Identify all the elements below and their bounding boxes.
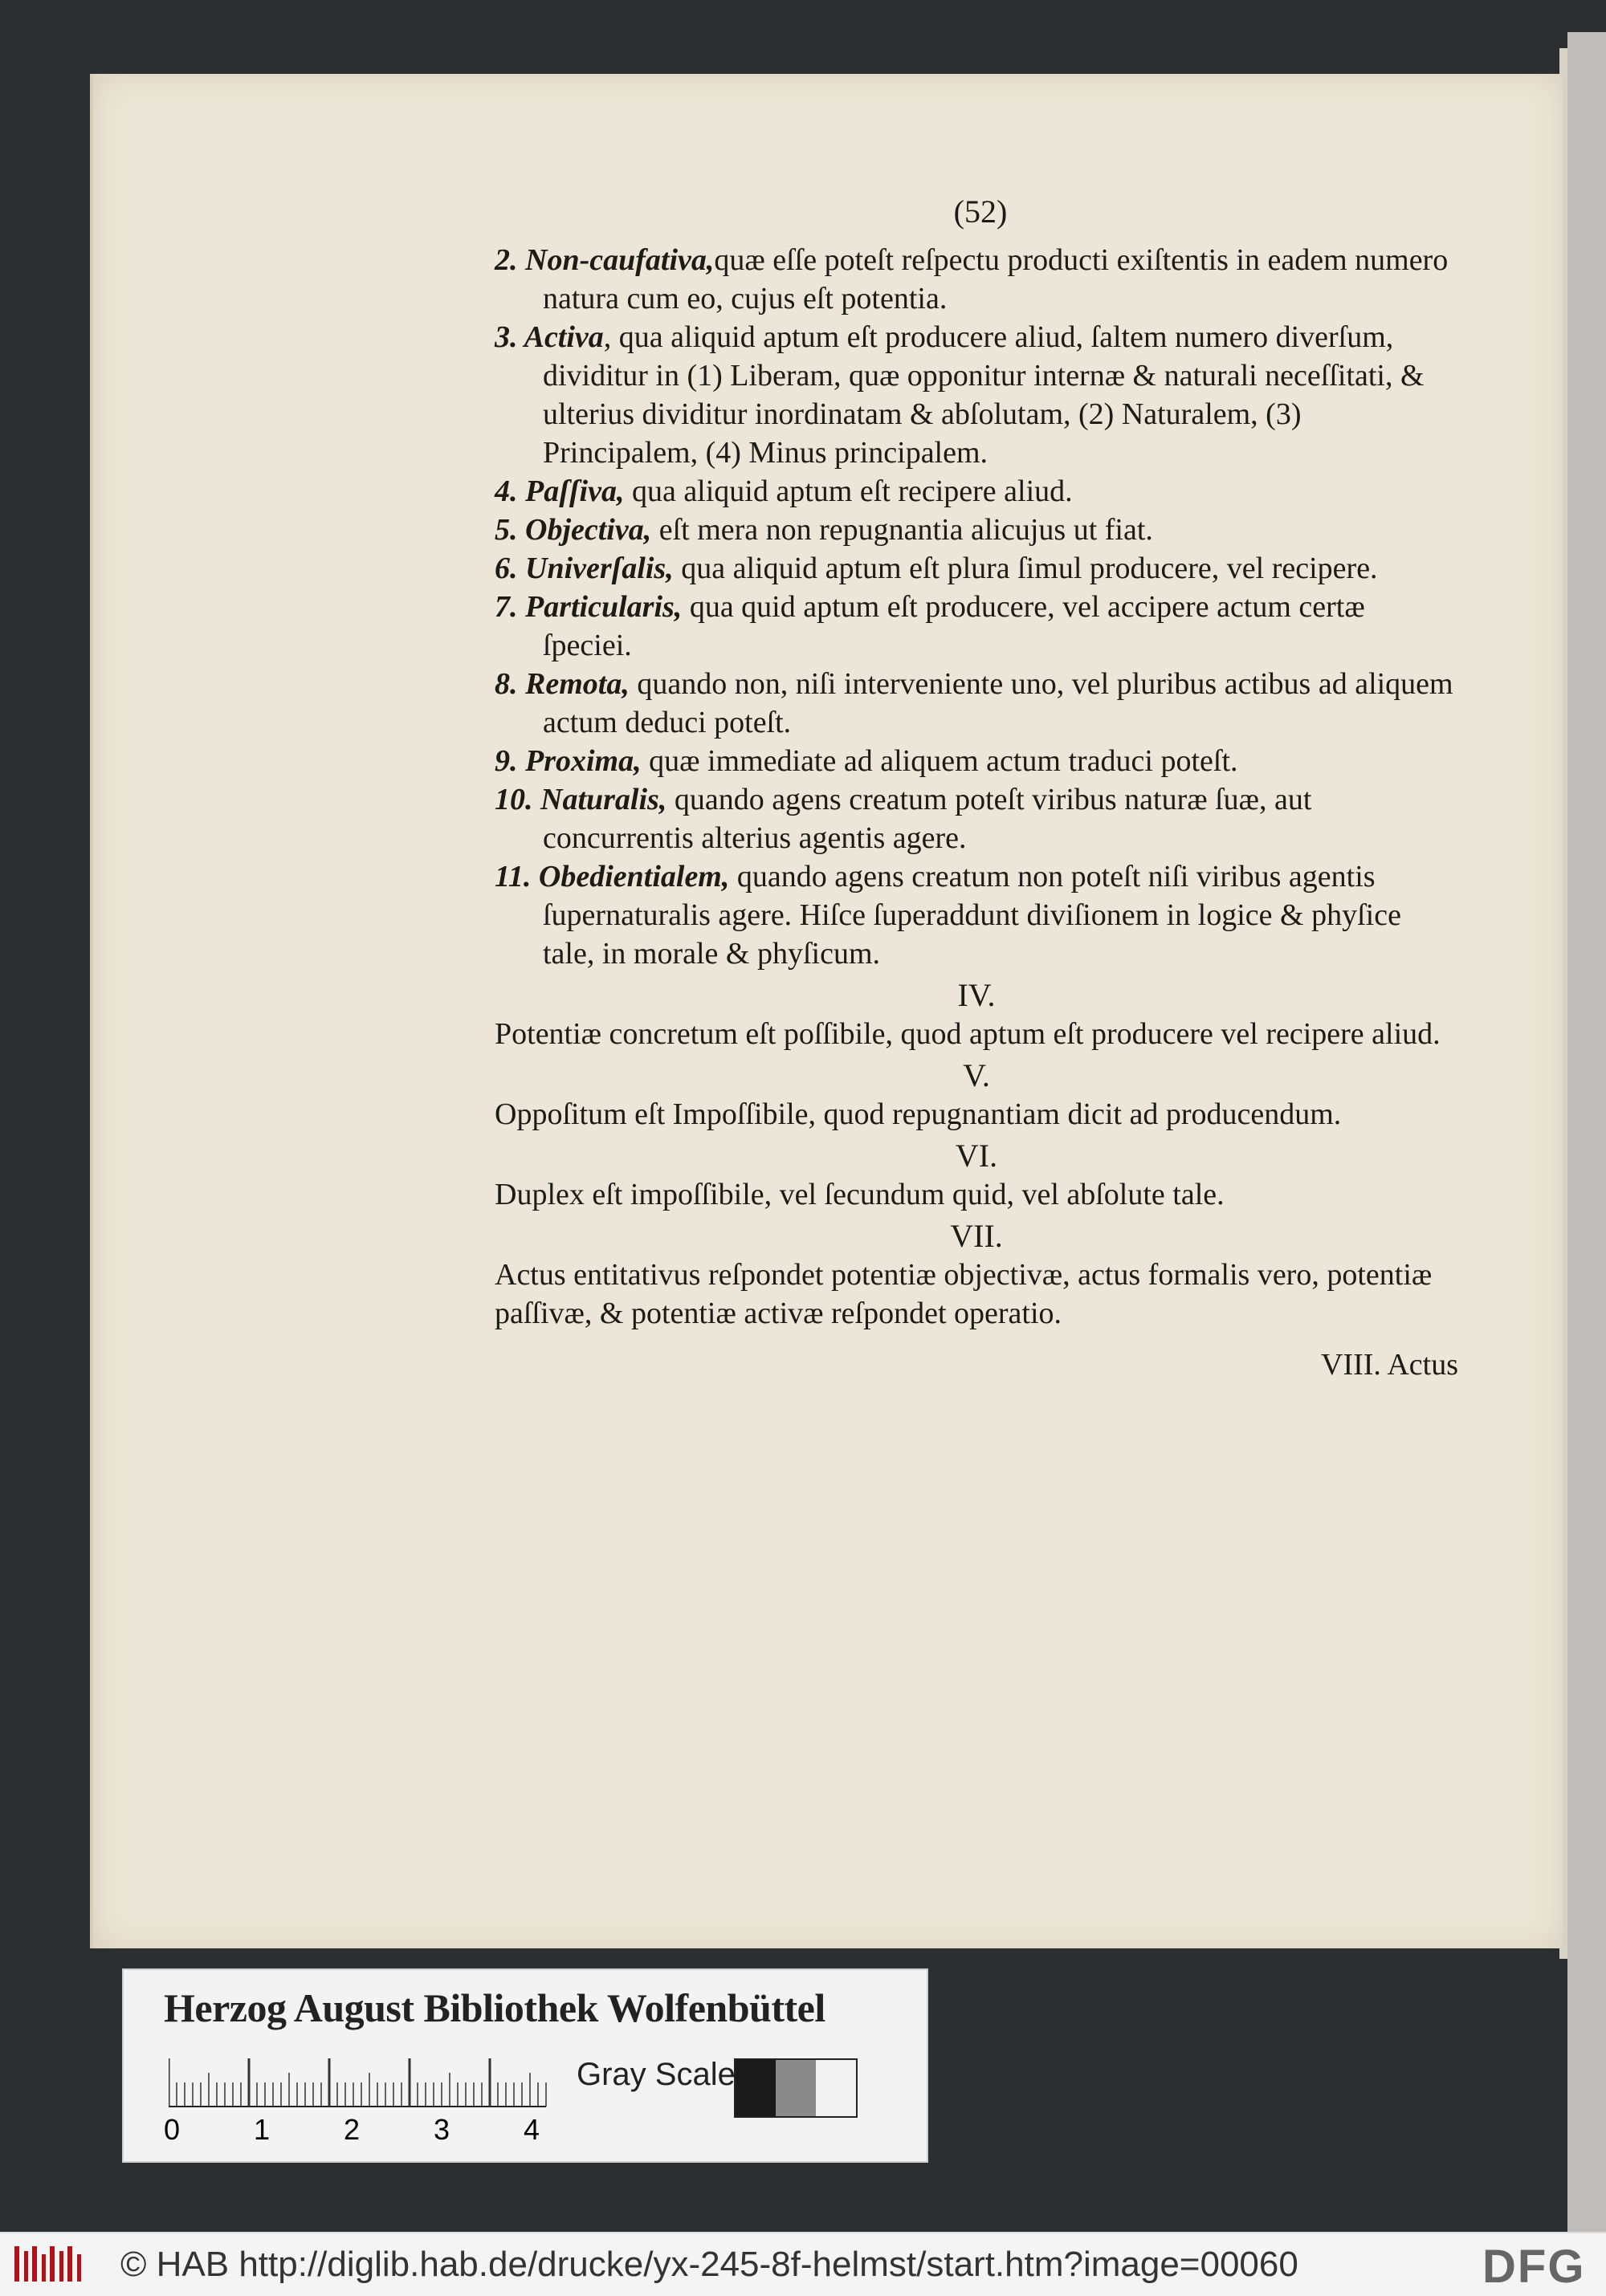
list-item — [495, 588, 1458, 665]
item-term: Proxima, — [525, 744, 642, 778]
item-term: Objectiva, — [525, 513, 652, 547]
item-text: quæ eſſe poteſt reſpectu producti exiſtentis in eadem numero natura cum eo, cujus eſt potentia. — [543, 243, 1449, 315]
item-term: Particularis, — [525, 590, 683, 624]
source-link[interactable]: © HAB http://diglib.hab.de/drucke/yx-245-8f-helmst/start.htm?image=00060 — [120, 2245, 1298, 2284]
section-heading: VII. — [950, 1218, 1003, 1254]
item-term: Obedientialem, — [538, 860, 730, 894]
sections — [495, 976, 1458, 1333]
gray-scale-swatches — [734, 2058, 858, 2118]
section-heading: VI. — [955, 1138, 998, 1174]
item-number: 2. — [495, 243, 525, 277]
ruler-number: 4 — [524, 2113, 540, 2146]
list-item — [495, 549, 1458, 588]
list-item — [495, 780, 1458, 857]
section-heading: IV. — [957, 977, 996, 1013]
ruler-number: 2 — [344, 2113, 361, 2146]
gray-swatch — [816, 2060, 856, 2116]
ruler-number: 0 — [164, 2113, 181, 2146]
measurement-ruler — [169, 2058, 626, 2123]
item-number: 8. — [495, 667, 525, 701]
item-text: qua aliquid aptum eſt plura ſimul producere, vel recipere. — [673, 552, 1378, 585]
gray-scale-label: Gray Scale — [577, 2057, 736, 2092]
enumerated-list — [495, 241, 1458, 973]
list-item — [495, 318, 1458, 472]
list-item — [495, 857, 1458, 973]
page-text — [495, 193, 1458, 1384]
gray-swatch — [776, 2060, 816, 2116]
item-number: 9. — [495, 744, 525, 778]
gray-swatch — [736, 2060, 776, 2116]
item-text: qua aliquid aptum eſt recipere aliud. — [624, 474, 1073, 508]
item-term: Non-caufativa, — [525, 243, 715, 277]
item-text: , qua aliquid aptum eſt producere aliud, ſaltem numero diverſum, dividitur in (1) Liberam, quæ opponitur internæ & naturali neceſſitati, & ulterius dividitur inordinatam & abſolutam, (2) Naturalem, (3) Principalem, (4) Minus principalem. — [543, 320, 1425, 470]
item-term: Remota, — [525, 667, 630, 701]
list-item — [495, 511, 1458, 549]
section-text: Potentiæ concretum eſt poſſibile, quod aptum eſt producere vel recipere aliud. — [495, 1017, 1441, 1051]
list-item — [495, 665, 1458, 742]
item-text: quando agens creatum poteſt viribus naturæ ſuæ, aut concurrentis alterius agentis agere. — [543, 783, 1312, 855]
item-text: quæ immediate ad aliquem actum traduci poteſt. — [641, 744, 1238, 778]
ruler-number: 1 — [254, 2113, 271, 2146]
list-item — [495, 241, 1458, 318]
library-title: Herzog August Bibliothek Wolfenbüttel — [164, 1985, 825, 2030]
list-item — [495, 472, 1458, 511]
section-text: Oppoſitum eſt Impoſſibile, quod repugnantiam dicit ad producendum. — [495, 1097, 1342, 1131]
item-number: 6. — [495, 552, 525, 585]
item-term: Paſſiva, — [525, 474, 625, 508]
ruler-number: 3 — [434, 2113, 450, 2146]
item-term: Univerſalis, — [525, 552, 674, 585]
item-text: quando agens creatum non poteſt niſi viribus agentis ſupernaturalis agere. Hiſce ſuperaddunt diviſionem in logice & phyſice tale, in morale & phyſicum. — [543, 860, 1401, 971]
item-number: 3. — [495, 320, 524, 354]
hab-logo-icon — [14, 2243, 103, 2285]
item-number: 5. — [495, 513, 525, 547]
item-term: Naturalis, — [540, 783, 667, 816]
section-heading: V. — [963, 1057, 990, 1093]
book-spine-strip — [1567, 32, 1606, 2232]
page-number: (52) — [953, 193, 1008, 230]
item-text: qua quid aptum eſt producere, vel accipere actum certæ ſpeciei. — [543, 590, 1365, 662]
item-number: 10. — [495, 783, 540, 816]
item-term: Activa — [524, 320, 604, 354]
section-text: Duplex eſt impoſſibile, vel ſecundum quid, vel abſolute tale. — [495, 1178, 1225, 1211]
catchword: VIII. Actus — [1321, 1348, 1458, 1382]
item-text: quando non, niſi interveniente uno, vel pluribus actibus ad aliquem actum deduci poteſt. — [543, 667, 1453, 739]
dfg-logo: DFG — [1482, 2241, 1586, 2293]
list-item — [495, 742, 1458, 780]
library-label-card — [122, 1968, 928, 2163]
item-number: 7. — [495, 590, 525, 624]
footer-bar — [0, 2232, 1606, 2296]
section-text: Actus entitativus reſpondet potentiæ objectivæ, actus formalis vero, potentiæ paſſivæ, & potentiæ activæ reſpondet operatio. — [495, 1258, 1433, 1330]
item-text: eſt mera non repugnantia alicujus ut fiat. — [651, 513, 1153, 547]
item-number: 11. — [495, 860, 539, 894]
item-number: 4. — [495, 474, 525, 508]
